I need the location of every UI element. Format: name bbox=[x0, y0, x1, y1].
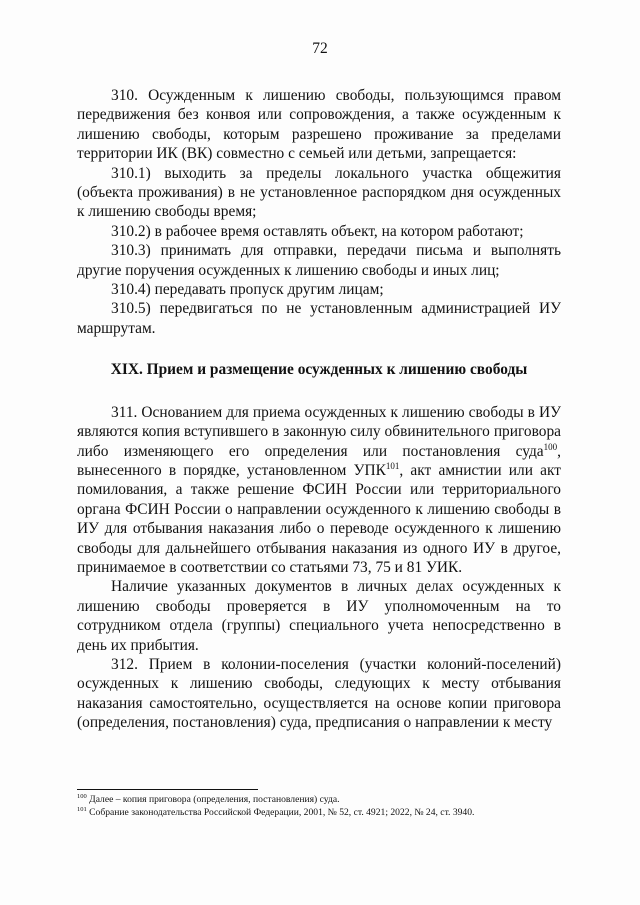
footnote-101 bbox=[77, 807, 561, 820]
footnote-ref-101[interactable]: 101 bbox=[385, 460, 400, 471]
paragraph-311 bbox=[77, 403, 561, 578]
paragraph-312: 312. Прием в колонии-поселения (участки колоний-поселений) осужденных к лишению свободы, следующих к месту отбывания наказания самостоятельно, осуществляется на основе копии приговора (определения, постановления) суда, предписания о направлении к месту bbox=[77, 655, 561, 732]
page-number: 72 bbox=[312, 40, 328, 57]
footnote-ref-100[interactable]: 100 bbox=[543, 441, 558, 452]
paragraph-311-part2: , вынесенного в порядке, установленном УПК bbox=[77, 442, 561, 479]
footnote-mark: 100 bbox=[77, 792, 87, 800]
footnote-100 bbox=[77, 794, 561, 807]
paragraph-310-4: 310.4) передавать пропуск другим лицам; bbox=[111, 281, 384, 299]
paragraph-310-5: 310.5) передвигаться по не установленным администрацией ИУ маршрутам. bbox=[77, 300, 561, 337]
section-title: XIX. Прием и размещение осужденных к лишению свободы bbox=[110, 361, 528, 379]
paragraph-310-3: 310.3) принимать для отправки, передачи письма и выполнять другие поручения осужденных к лишению свободы и иных лиц; bbox=[77, 242, 561, 279]
paragraph-311-part1: 311. Основанием для приема осужденных к лишению свободы в ИУ являются копия вступившего в законную силу обвинительного приговора либо изменяющего его определения или постановления суда bbox=[77, 403, 561, 460]
footnotes bbox=[77, 794, 561, 819]
footnote-mark: 101 bbox=[77, 805, 87, 813]
paragraph-311-documents: Наличие указанных документов в личных делах осужденных к лишению свободы проверяется в ИУ уполномоченным на то сотрудником отдела (группы) специального учета непосредственно в день их прибытия. bbox=[77, 578, 561, 654]
footnote-text: Далее – копия приговора (определения, постановления) суда. bbox=[86, 794, 340, 805]
footnote-text: Собрание законодательства Российской Федерации, 2001, № 52, ст. 4921; 2022, № 24, ст. 3940. bbox=[86, 806, 475, 818]
paragraph-311-part3: , акт амнистии или акт помилования, а также решение ФСИН России или территориального органа ФСИН России о направлении осужденного к лишению свободы в ИУ для отбывания наказания либо о переводе осужденного к лишению свободы для дальнейшего отбывания наказания из одного ИУ в другое, принимаемое в соответствии со статьями 73, 75 и 81 УИК. bbox=[77, 461, 561, 576]
body-text bbox=[77, 86, 561, 733]
paragraph-310-2: 310.2) в рабочее время оставлять объект, на котором работают; bbox=[111, 222, 524, 240]
paragraph-310: 310. Осужденным к лишению свободы, пользующимся правом передвижения без конвоя или сопровождения, а также осужденным к лишению свободы, которым разрешено проживание за пределами территории ИК (ВК) совместно с семьей или детьми, запрещается: bbox=[77, 87, 561, 163]
paragraph-310-1: 310.1) выходить за пределы локального участка общежития (объекта проживания) в не установленное распорядком дня осужденных к лишению свободы время; bbox=[77, 164, 561, 221]
footnote-divider bbox=[77, 789, 258, 790]
